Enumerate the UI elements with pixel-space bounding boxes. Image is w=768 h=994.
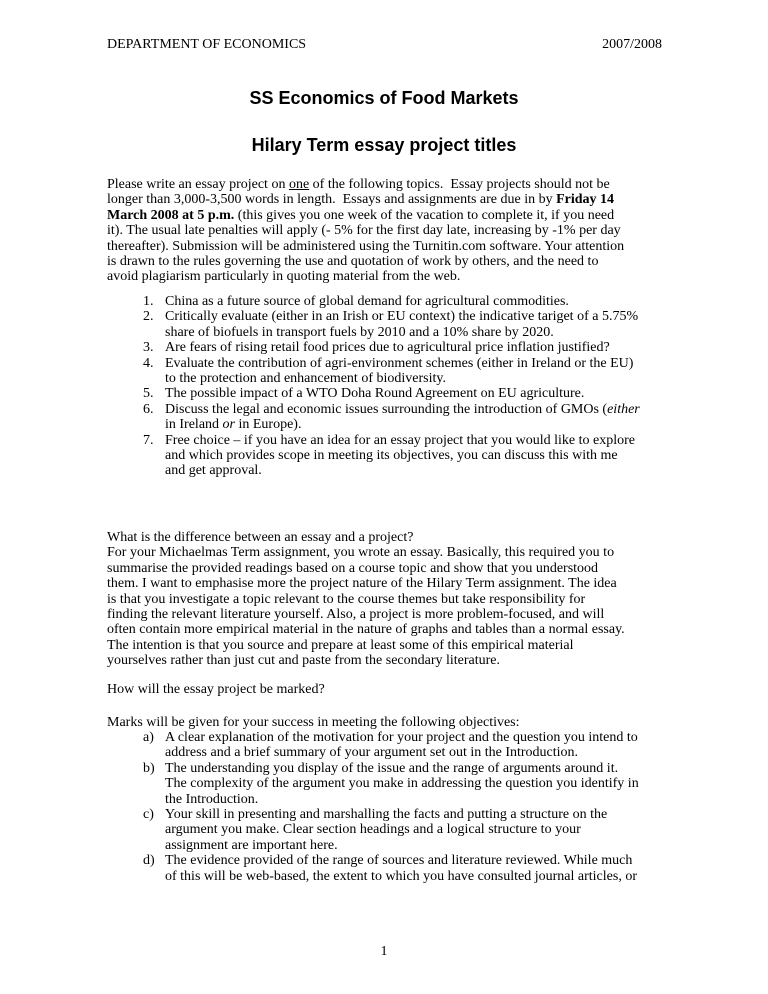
text-line: [165, 822, 765, 837]
text-run: Critically evaluate (either in an Irish or EU context) the indicative tariget of a 5.75%: [165, 309, 639, 325]
text-line: [107, 561, 707, 576]
text-run: Are fears of rising retail food prices due to agricultural price inflation justified?: [165, 340, 610, 356]
text-run: longer than 3,000-3,500 words in length. Essays and assignments are due in by: [107, 192, 557, 208]
list-item: [143, 760, 765, 807]
text-run: thereafter). Submission will be administered using the Turnitin.com software. Your attention: [107, 238, 625, 254]
text-run: For your Michaelmas Term assignment, you wrote an essay. Basically, this required you to: [107, 545, 615, 561]
list-item: [143, 355, 765, 387]
list-marker: c): [143, 806, 154, 822]
text-line: [165, 417, 765, 432]
text-run: of this will be web-based, the extent to which you have consulted journal articles, or: [165, 868, 637, 884]
text-line: [165, 325, 765, 340]
list-marker: 2.: [143, 309, 154, 325]
list-item: [143, 432, 765, 479]
text-line: [165, 792, 765, 807]
topic-list: [143, 294, 765, 479]
text-run: them. I want to emphasise more the project nature of the Hilary Term assignment. The idea: [107, 576, 617, 592]
list-item: [143, 294, 765, 309]
text-run: is that you investigate a topic relevant to the course themes but take responsibility for: [107, 591, 586, 607]
text-line: [165, 309, 765, 324]
list-item: [143, 386, 765, 402]
list-marker: 6.: [143, 401, 154, 417]
text-line: [165, 869, 765, 884]
text-run: Free choice – if you have an idea for an essay project that you would like to explore: [165, 432, 636, 448]
text-line: [107, 622, 707, 637]
text-run: Your skill in presenting and marshalling the facts and putting a structure on the: [165, 806, 608, 822]
text-run: in Europe).: [234, 417, 302, 433]
text-line: [165, 745, 765, 760]
text-run: to the protection and enhancement of biodiversity.: [165, 370, 446, 386]
list-marker: 1.: [143, 294, 154, 309]
text-run: address and a brief summary of your argument set out in the Introduction.: [165, 745, 579, 761]
text-line: [107, 192, 707, 207]
page-number: 1: [380, 944, 388, 959]
list-item: [143, 309, 765, 340]
text-run: Discuss the legal and economic issues surrounding the introduction of GMOs (: [165, 401, 608, 417]
text-line: [165, 853, 765, 868]
text-line: [107, 254, 707, 269]
text-run: How will the essay project be marked?: [107, 682, 325, 697]
text-run: summarise the provided readings based on a course topic and show that you understood: [107, 560, 599, 576]
text-run: Friday 14: [556, 192, 615, 208]
text-run: The complexity of the argument you make in addressing the question you identify in: [165, 776, 639, 792]
text-line: [165, 807, 765, 822]
text-run: often contain more empirical material in the nature of graphs and tables than a normal essay.: [107, 622, 625, 638]
text-line: [107, 208, 707, 223]
text-run: one: [288, 177, 310, 192]
list-marker: 4.: [143, 355, 154, 371]
header-year: 2007/2008: [602, 37, 662, 52]
document-title: SS Economics of Food Markets: [249, 88, 519, 108]
text-line: [107, 545, 707, 560]
text-line: [165, 356, 765, 371]
text-run: A clear explanation of the motivation for your project and the question you intend to: [165, 730, 638, 745]
text-line: [165, 730, 765, 745]
text-line: [165, 402, 765, 417]
text-run: is drawn to the rules governing the use and quotation of work by others, and the need to: [107, 253, 599, 269]
text-run: avoid plagiarism particularly in quoting material from the web.: [107, 269, 461, 285]
marking-question: [107, 682, 707, 697]
text-line: [165, 386, 765, 401]
text-run: argument you make. Clear section headings and a logical structure to your: [165, 822, 581, 838]
text-run: it). The usual late penalties will apply (- 5% for the first day late, increasing by -1% per day: [107, 223, 621, 239]
text-run: The understanding you display of the issue and the range of arguments around it.: [165, 760, 619, 776]
list-marker: 5.: [143, 386, 154, 402]
list-marker: a): [143, 730, 154, 745]
list-item: [143, 853, 765, 884]
objectives-list: [143, 730, 765, 884]
list-marker: 3.: [143, 340, 154, 356]
text-run: finding the relevant literature yourself. Also, a project is more problem-focused, and will: [107, 606, 605, 622]
text-line: [165, 340, 765, 355]
text-line: [107, 223, 707, 238]
marks-intro: [107, 715, 707, 730]
text-line: [165, 838, 765, 853]
text-line: [107, 607, 707, 622]
text-line: [107, 653, 707, 668]
text-run: assignment are important here.: [165, 837, 338, 853]
intro-paragraph: [107, 177, 707, 285]
text-run: yourselves rather than just cut and paste from the secondary literature.: [107, 653, 501, 669]
text-line: [165, 448, 765, 463]
text-run: March 2008 at 5 p.m.: [107, 207, 235, 223]
text-run: (this gives you one week of the vacation to complete it, if you need: [234, 207, 615, 223]
text-run: The evidence provided of the range of sources and literature reviewed. While much: [165, 853, 633, 869]
text-line: [165, 433, 765, 448]
text-line: [107, 177, 707, 192]
text-run: or: [222, 417, 235, 433]
text-run: share of biofuels in transport fuels by 2010 and a 10% share by 2020.: [165, 324, 554, 340]
text-line: [107, 530, 707, 545]
text-line: [107, 638, 707, 653]
list-marker: d): [143, 853, 155, 869]
text-line: [107, 592, 707, 607]
text-line: [165, 294, 765, 309]
list-marker: b): [143, 760, 155, 776]
list-item: [143, 730, 765, 761]
text-run: China as a future source of global demand for agricultural commodities.: [165, 294, 569, 309]
text-line: [107, 715, 707, 730]
text-run: the Introduction.: [165, 791, 259, 807]
text-line: [107, 269, 707, 284]
difference-section: [107, 530, 707, 669]
document-subtitle: Hilary Term essay project titles: [251, 135, 517, 155]
text-line: [107, 682, 707, 697]
header-department: DEPARTMENT OF ECONOMICS: [107, 37, 307, 52]
text-line: [107, 576, 707, 591]
text-run: and which provides scope in meeting its objectives, you can discuss this with me: [165, 447, 618, 463]
list-marker: 7.: [143, 432, 154, 448]
text-line: [165, 463, 765, 478]
text-line: [165, 371, 765, 386]
text-run: The intention is that you source and prepare at least some of this empirical material: [107, 637, 574, 653]
text-run: Evaluate the contribution of agri-environment schemes (either in Ireland or the EU): [165, 355, 634, 371]
text-line: [107, 239, 707, 254]
list-item: [143, 340, 765, 356]
text-line: [165, 761, 765, 776]
text-run: Please write an essay project on: [107, 177, 289, 192]
text-run: in Ireland: [165, 417, 223, 433]
text-run: of the following topics. Essay projects should not be: [309, 177, 610, 192]
text-run: either: [607, 401, 640, 417]
list-item: [143, 806, 765, 853]
text-run: What is the difference between an essay and a project?: [107, 530, 414, 545]
text-line: [165, 776, 765, 791]
text-run: Marks will be given for your success in meeting the following objectives:: [107, 715, 520, 730]
list-item: [143, 401, 765, 433]
text-run: and get approval.: [165, 463, 262, 479]
text-run: The possible impact of a WTO Doha Round Agreement on EU agriculture.: [165, 386, 585, 402]
